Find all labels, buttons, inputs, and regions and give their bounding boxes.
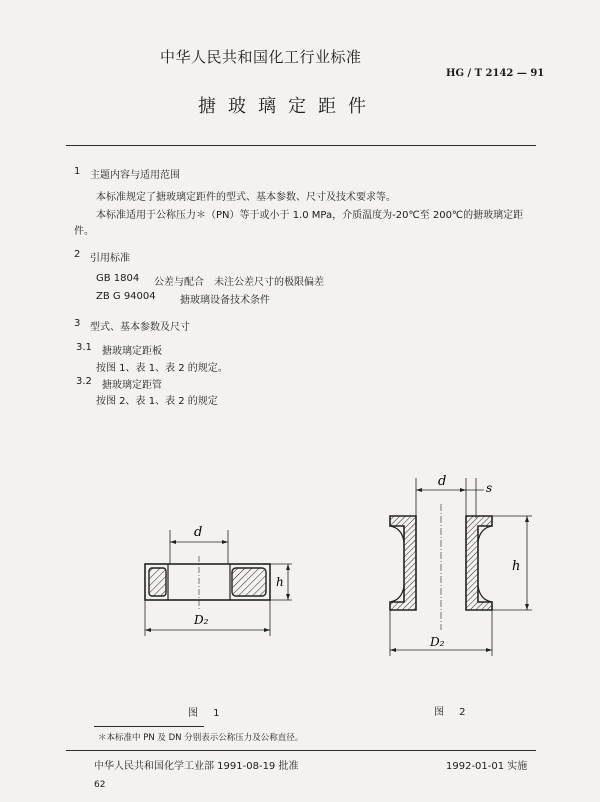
standard-code: HG / T 2142 — 91	[446, 68, 545, 79]
subsection-3-2-title: 搪玻璃定距管	[102, 380, 162, 391]
reference-1-code: GB 1804	[96, 273, 140, 284]
footnote-divider	[94, 726, 204, 727]
reference-2-code: ZB G 94004	[96, 291, 156, 302]
section-1-para-2: 本标准适用于公称压力＊（PN）等于或小于 1.0 MPa，介质温度为-20℃至 200℃的搪玻璃定距	[96, 210, 524, 221]
reference-1-title: 公差与配合 未注公差尺寸的极限偏差	[154, 277, 324, 288]
dim-label-D2: D₂	[430, 635, 445, 649]
figure-1-caption: 图 1	[188, 708, 226, 719]
dim-label-d: d	[438, 474, 447, 489]
dim-label-h: h	[276, 575, 284, 589]
section-2-number: 2	[74, 249, 81, 260]
dim-label-D2: D₂	[194, 613, 209, 627]
footer-divider	[66, 750, 536, 751]
issuing-organization: 中华人民共和国化工行业标准	[160, 48, 362, 66]
subsection-3-1-title: 搪玻璃定距板	[102, 346, 162, 357]
subsection-3-2-text: 按图 2、表 1、表 2 的规定	[96, 396, 218, 407]
figure-2-caption: 图 2	[434, 707, 472, 718]
reference-2-title: 搪玻璃设备技术条件	[180, 295, 270, 306]
section-1-para-1: 本标准规定了搪玻璃定距件的型式、基本参数、尺寸及技术要求等。	[96, 192, 396, 203]
dim-label-h: h	[512, 559, 521, 574]
subsection-3-1-number: 3.1	[76, 342, 92, 353]
section-1-para-2-cont: 件。	[74, 226, 94, 237]
section-3-heading: 型式、基本参数及尺寸	[90, 322, 190, 333]
section-1-number: 1	[74, 166, 81, 177]
page-number: 62	[94, 780, 106, 790]
section-2-heading: 引用标准	[90, 253, 130, 264]
section-3-number: 3	[74, 318, 81, 329]
effective-date: 1992-01-01 实施	[446, 761, 528, 772]
approval-date: 中华人民共和国化学工业部 1991-08-19 批准	[94, 761, 299, 772]
subsection-3-2-number: 3.2	[76, 376, 92, 387]
document-title: 搪玻璃定距件	[198, 96, 378, 117]
header-divider	[66, 145, 536, 146]
section-1-heading: 主题内容与适用范围	[90, 170, 180, 181]
footnote: ＊本标准中 PN 及 DN 分别表示公称压力及公称直径。	[98, 733, 304, 743]
figure-2-spacer-tube-drawing	[372, 470, 547, 670]
figure-1-spacer-plate-drawing	[130, 520, 310, 645]
subsection-3-1-text: 按图 1、表 1、表 2 的规定。	[96, 363, 228, 374]
dim-label-d: d	[194, 525, 203, 540]
dim-label-s: s	[486, 481, 493, 495]
